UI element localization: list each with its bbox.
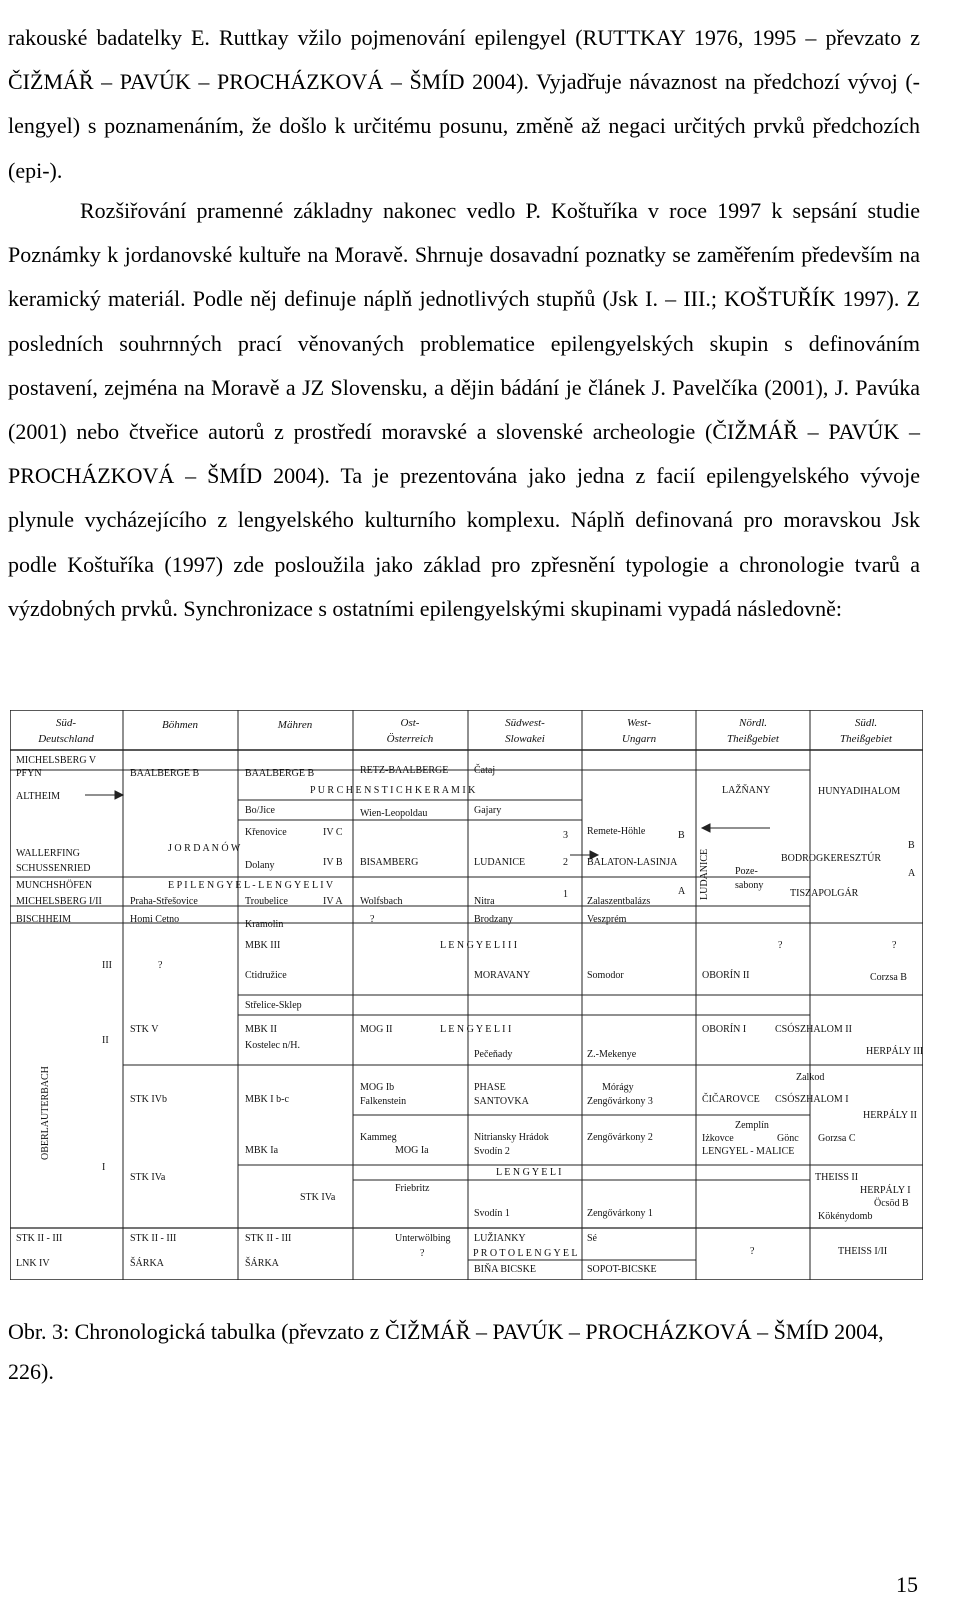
cell-label: ŠÁRKA bbox=[130, 1258, 164, 1269]
cell-label: Křenovice bbox=[245, 827, 287, 838]
cell-label: sabony bbox=[735, 880, 764, 891]
cell-label: HERPÁLY I bbox=[860, 1185, 911, 1196]
cell-label: Homi Cetno bbox=[130, 914, 180, 925]
cell-label: LUŽIANKY bbox=[474, 1233, 526, 1244]
cell-label: OBORÍN II bbox=[702, 970, 750, 981]
cell-label: L E N G Y E L I I bbox=[440, 1024, 512, 1035]
cell-label: ČIČAROVCE bbox=[702, 1094, 760, 1105]
cell-label: TISZAPOLGÁR bbox=[790, 888, 859, 899]
cell-label: ? bbox=[778, 940, 783, 951]
cell-label: MBK II bbox=[245, 1024, 277, 1035]
cell-label: CSÓSZHALOM II bbox=[775, 1024, 852, 1035]
cell-label: STK II - III bbox=[130, 1233, 177, 1244]
cell-label: Bo/Jice bbox=[245, 805, 275, 816]
cell-label: SCHUSSENRIED bbox=[16, 863, 91, 874]
cell-label: MUNCHSHÖFEN bbox=[16, 880, 93, 891]
cell-label: ALTHEIM bbox=[16, 791, 61, 802]
cell-label: Čataj bbox=[474, 765, 496, 776]
cell-label: I bbox=[102, 1162, 106, 1173]
cell-label: 1 bbox=[563, 889, 568, 900]
cell-label: Brodzany bbox=[474, 914, 513, 925]
paragraph-1: rakouské badatelky E. Ruttkay vžilo pojmenování epilengyel (RUTTKAY 1976, 1995 – převzato z ČIŽMÁŘ – PAVÚK – PROCHÁZKOVÁ – ŠMÍD 2004). Vyjadřuje návaznost na předchozí vývoj (-lengyel) s poznamenáním, že došlo k určitému posunu, změně až negaci určitých prvků předchozích (epi-). bbox=[8, 25, 920, 183]
cell-label: P R O T O L E N G Y E L bbox=[473, 1248, 578, 1259]
cell-label: Svodín 1 bbox=[474, 1208, 510, 1219]
cell-label: MORAVANY bbox=[474, 970, 531, 981]
cell-label: Veszprém bbox=[587, 914, 627, 925]
cell-label: BISAMBERG bbox=[360, 857, 419, 868]
cell-label: MOG Ib bbox=[360, 1082, 395, 1093]
cell-label: IV C bbox=[323, 827, 343, 838]
cell-label: III bbox=[102, 960, 112, 971]
cell-label: Mórágy bbox=[602, 1082, 634, 1093]
cell-label: Z.-Mekenye bbox=[587, 1049, 637, 1060]
cell-label: BAALBERGE B bbox=[130, 768, 200, 779]
cell-label: LNK IV bbox=[16, 1258, 50, 1269]
cell-label: Zalaszentbalázs bbox=[587, 896, 651, 907]
cell-label: LUDANICE bbox=[474, 857, 526, 868]
cell-label: Gajary bbox=[474, 805, 502, 816]
cell-label: ? bbox=[370, 914, 375, 925]
cell-label: STK IVb bbox=[130, 1094, 167, 1105]
cell-label: STK IVa bbox=[130, 1172, 166, 1183]
cell-label: BIŇA BICSKE bbox=[474, 1264, 536, 1275]
cell-label: Iżkovce bbox=[702, 1133, 734, 1144]
cell-label: BAALBERGE B bbox=[245, 768, 315, 779]
cell-label: J O R D A N Ó W bbox=[168, 843, 241, 854]
header-label: Südwest- bbox=[505, 717, 545, 729]
cell-label: PFYN bbox=[16, 768, 42, 779]
cell-label: II bbox=[102, 1035, 109, 1046]
cell-label: ? bbox=[750, 1246, 755, 1257]
cell-label: STK V bbox=[130, 1024, 159, 1035]
cell-label: A bbox=[908, 868, 916, 879]
chronology-table-figure bbox=[10, 710, 923, 1280]
cell-label: SOPOT-BICSKE bbox=[587, 1264, 657, 1275]
vertical-label: OBERLAUTERBACH bbox=[40, 1066, 51, 1160]
cell-label: Poze- bbox=[735, 866, 758, 877]
cell-label: Öcsöd B bbox=[874, 1198, 909, 1209]
cell-label: ? bbox=[892, 940, 897, 951]
cell-label: L E N G Y E L I I I bbox=[440, 940, 518, 951]
cell-label: ŠÁRKA bbox=[245, 1258, 279, 1269]
cell-label: Kostelec n/H. bbox=[245, 1040, 300, 1051]
cell-label: Pečeňady bbox=[474, 1049, 513, 1060]
cell-label: MICHELSBERG I/II bbox=[16, 896, 102, 907]
cell-label: MOG Ia bbox=[395, 1145, 429, 1156]
header-label: Theißgebiet bbox=[840, 733, 892, 745]
cell-label: BISCHHEIM bbox=[16, 914, 72, 925]
cell-label: BODROGKERESZTÚR bbox=[781, 853, 882, 864]
cell-label: MOG II bbox=[360, 1024, 393, 1035]
cell-label: Somodor bbox=[587, 970, 624, 981]
cell-label: Zemplín bbox=[735, 1120, 769, 1131]
cell-label: A bbox=[678, 886, 686, 897]
header-label: Böhmen bbox=[161, 719, 199, 731]
cell-label: E P I L E N G Y E L - L E N G Y E L I V bbox=[168, 880, 334, 891]
page-number: 15 bbox=[896, 1572, 918, 1597]
cell-label: Gönc bbox=[777, 1133, 799, 1144]
header-label: Südl. bbox=[854, 717, 878, 729]
cell-label: ? bbox=[158, 960, 163, 971]
cell-label: RETZ-BAALBERGE bbox=[360, 765, 449, 776]
cell-label: STK II - III bbox=[16, 1233, 63, 1244]
header-label: West- bbox=[626, 717, 652, 729]
cell-label: Svodín 2 bbox=[474, 1146, 510, 1157]
cell-label: BALATON-LASINJA bbox=[587, 857, 678, 868]
cell-label: PHASE bbox=[474, 1082, 506, 1093]
header-label: Ungarn bbox=[621, 733, 657, 745]
header-label: Süd- bbox=[55, 717, 77, 729]
cell-label: THEISS I/II bbox=[838, 1246, 888, 1257]
cell-label: 2 bbox=[563, 857, 568, 868]
cell-label: MICHELSBERG V bbox=[16, 755, 97, 766]
cell-label: MBK Ia bbox=[245, 1145, 279, 1156]
cell-label: Zalkod bbox=[796, 1072, 825, 1083]
cell-label: Praha-Střešovice bbox=[130, 896, 198, 907]
cell-label: Nitriansky Hrádok bbox=[474, 1132, 549, 1143]
cell-label: OBORÍN I bbox=[702, 1024, 747, 1035]
cell-label: Nitra bbox=[474, 896, 495, 907]
cell-label: Unterwölbing bbox=[395, 1233, 451, 1244]
cell-label: Ctidružice bbox=[245, 970, 287, 981]
cell-label: L E N G Y E L I bbox=[496, 1167, 562, 1178]
cell-label: Corzsa B bbox=[870, 972, 907, 983]
cell-label: HERPÁLY II bbox=[863, 1110, 917, 1121]
cell-label: Sé bbox=[587, 1233, 597, 1244]
cell-label: Zengővárkony 3 bbox=[587, 1096, 653, 1107]
cell-label: LAŽŇANY bbox=[722, 785, 771, 796]
vertical-label: LUDANICE bbox=[699, 848, 710, 900]
cell-label: WALLERFING bbox=[16, 848, 80, 859]
header-label: Slowakei bbox=[505, 733, 545, 745]
cell-label: Kramolin bbox=[245, 919, 284, 930]
cell-label: Falkenstein bbox=[360, 1096, 407, 1107]
cell-label: Střelice-Sklep bbox=[245, 1000, 302, 1011]
cell-label: B bbox=[908, 840, 915, 851]
cell-label: Gorzsa C bbox=[818, 1133, 856, 1144]
cell-label: Wien-Leopoldau bbox=[360, 808, 428, 819]
paragraph-2: Rozšiřování pramenné základny nakonec vedlo P. Koštuříka v roce 1997 k sepsání studie Poznámky k jordanovské kultuře na Moravě. Shrnuje dosavadní poznatky se zaměřením především na keramický materiál. Podle něj definuje náplň jednotlivých stupňů (Jsk I. – III.; KOŠTUŘÍK 1997). Z posledních souhrnných prací věnovaných problematice epilengyelských skupin s definováním postavení, zejména na Moravě a JZ Slovensku, a dějin bádání je článek J. Pavelčíka (2001), J. Pavúka (2001) nebo čtveřice autorů z prostředí moravské a slovenské archeologie (ČIŽMÁŘ – PAVÚK – PROCHÁZKOVÁ – ŠMÍD 2004). Ta je prezentována jako jedna z facií epilengyelského vývoje plynule vycházejícího z lengyelského kulturního komplexu. Náplň definovaná pro moravskou Jsk podle Koštuříka (1997) zde posloužila jako základ pro zpřesnění typologie a chronologie tvarů a výzdobných prvků. Synchronizace s ostatními epilengyelskými skupinami vypadá následovně: bbox=[8, 198, 920, 621]
cell-label: HUNYADIHALOM bbox=[818, 786, 901, 797]
header-label: Deutschland bbox=[38, 733, 94, 745]
cell-label: MBK III bbox=[245, 940, 281, 951]
cell-label: SANTOVKA bbox=[474, 1096, 529, 1107]
header-label: Ost- bbox=[400, 717, 420, 729]
cell-label: Dolany bbox=[245, 860, 275, 871]
cell-label: P U R C H E N S T I C H K E R A M I K bbox=[310, 785, 476, 796]
cell-label: Friebritz bbox=[395, 1183, 430, 1194]
cell-label: LENGYEL - MALICE bbox=[702, 1146, 795, 1157]
cell-label: MBK I b-c bbox=[245, 1094, 289, 1105]
cell-label: IV B bbox=[323, 857, 343, 868]
cell-label: STK II - III bbox=[245, 1233, 292, 1244]
cell-label: STK IVa bbox=[300, 1192, 336, 1203]
cell-label: 3 bbox=[563, 830, 568, 841]
cell-label: Troubelice bbox=[245, 896, 288, 907]
header-label: Theißgebiet bbox=[727, 733, 779, 745]
cell-label: Kammeg bbox=[360, 1132, 397, 1143]
cell-label: Kökénydomb bbox=[818, 1211, 873, 1222]
cell-label: Wolfsbach bbox=[360, 896, 403, 907]
cell-label: THEISS II bbox=[815, 1172, 859, 1183]
cell-label: CSÓSZHALOM I bbox=[775, 1094, 849, 1105]
cell-label: Zengővárkony 2 bbox=[587, 1132, 653, 1143]
cell-label: IV A bbox=[323, 896, 343, 907]
cell-label: HERPÁLY III bbox=[866, 1046, 923, 1057]
cell-label: ? bbox=[420, 1248, 425, 1259]
header-label: Nördl. bbox=[738, 717, 768, 729]
cell-label: B bbox=[678, 830, 685, 841]
chronology-table bbox=[10, 710, 923, 1280]
cell-label: Remete-Höhle bbox=[587, 826, 646, 837]
header-label: Österreich bbox=[386, 733, 434, 745]
cell-label: Zengővárkony 1 bbox=[587, 1208, 653, 1219]
figure-caption: Obr. 3: Chronologická tabulka (převzato z ČIŽMÁŘ – PAVÚK – PROCHÁZKOVÁ – ŠMÍD 2004, 226). bbox=[8, 1319, 884, 1384]
header-label: Mähren bbox=[277, 719, 313, 731]
